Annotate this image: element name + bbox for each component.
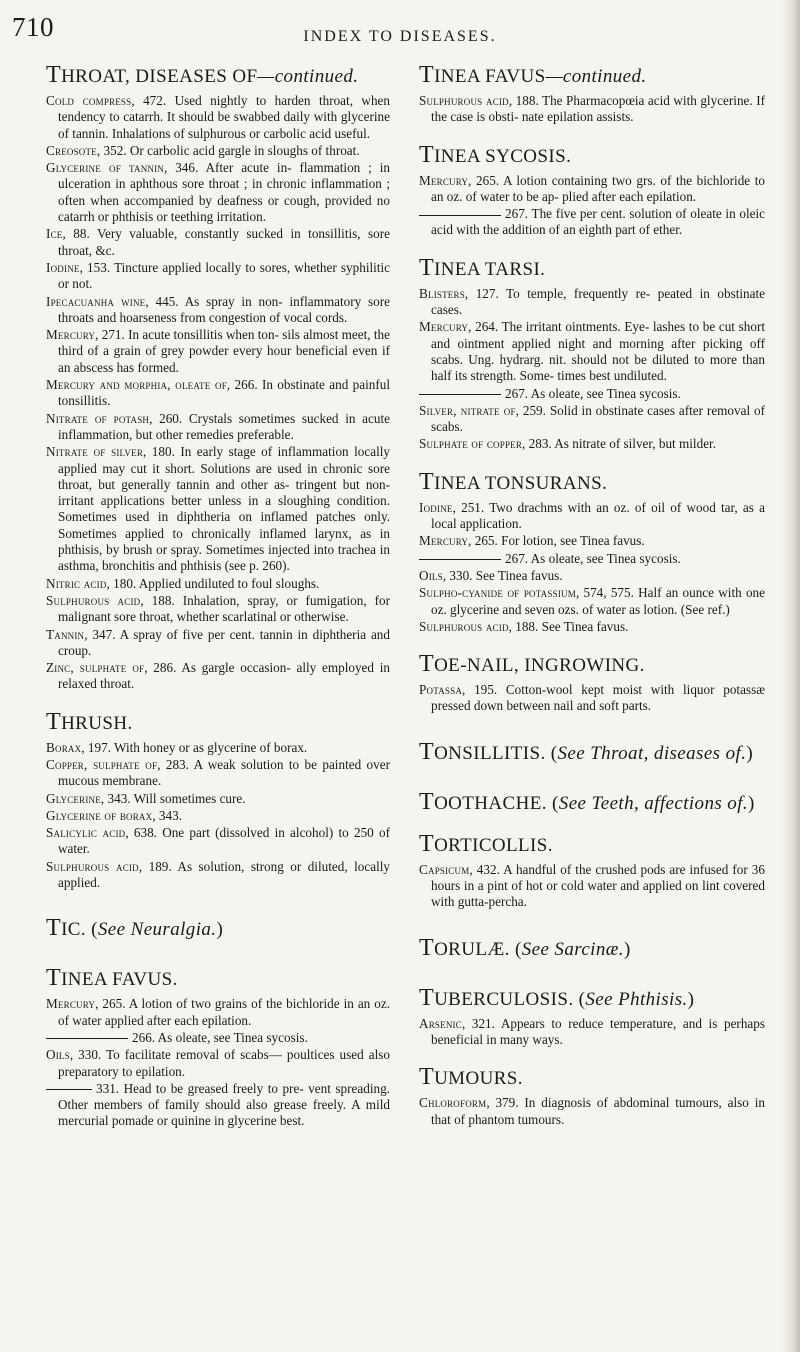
entry-text: 267. As oleate, see Tinea sycosis. xyxy=(505,550,681,566)
heading-continued: —continued. xyxy=(545,66,647,87)
remedy-name: Arsenic xyxy=(419,1015,462,1031)
page-edge-shadow xyxy=(782,0,800,1352)
section-heading xyxy=(419,468,765,495)
see-reference-text: See Throat, diseases of. xyxy=(557,742,747,764)
index-entry xyxy=(46,444,390,574)
heading-text: INEA FAVUS. xyxy=(61,969,178,991)
index-entry xyxy=(419,568,765,584)
remedy-name: Mercury xyxy=(419,319,469,335)
index-entry xyxy=(419,533,765,549)
index-entry xyxy=(46,740,390,756)
heading-text: OE-NAIL, INGROWING. xyxy=(434,655,645,677)
entry-text: , 321. Appears to reduce temperature, and is perhaps beneficial in many ways. xyxy=(431,1015,765,1047)
remedy-name: Nitric acid xyxy=(46,575,107,591)
remedy-name: Blisters xyxy=(419,285,465,301)
entry-text: , 347. A spray of five per cent. tannin in diphtheria and croup. xyxy=(58,626,390,658)
heading-initial: T xyxy=(419,141,435,168)
section-heading xyxy=(419,738,765,765)
index-entry xyxy=(419,286,765,319)
heading-text: INEA TARSI. xyxy=(434,258,546,280)
heading-text: ORULÆ. xyxy=(434,938,510,960)
entry-text: , 180. Applied undiluted to foul sloughs. xyxy=(106,575,320,591)
index-entry xyxy=(46,1081,390,1130)
entry-text: , 432. A handful of the crushed pods are infused for 36 hours in a pint of hot or cold water and applied on lint covered with gutta-percha. xyxy=(431,861,765,910)
section-heading xyxy=(419,934,765,961)
entry-text: , 330. To facilitate removal of scabs— poultices used also preparatory to epilation. xyxy=(58,1047,390,1079)
left-column xyxy=(46,64,390,1131)
entry-text: , 286. As gargle occasion- ally employed in relaxed throat. xyxy=(58,660,391,692)
entry-text: , 343. Will sometimes cure. xyxy=(100,790,246,806)
section-heading xyxy=(419,1066,765,1090)
section-heading xyxy=(46,967,390,991)
index-entry xyxy=(46,226,390,259)
index-entry xyxy=(46,93,390,142)
section-heading xyxy=(419,254,765,281)
ditto-dash xyxy=(419,559,501,560)
remedy-name: Sulphurous acid xyxy=(46,858,139,874)
remedy-name: Salicylic acid xyxy=(46,825,126,841)
entry-text: , 574, 575. Half an ounce with one oz. glycerine and seven ozs. of water as lotion. (See ref.) xyxy=(431,585,766,617)
index-entry xyxy=(419,386,765,402)
index-entry xyxy=(419,585,765,618)
section-heading xyxy=(419,830,765,857)
index-entry xyxy=(46,294,390,327)
heading-text: INEA TONSURANS. xyxy=(434,472,608,494)
heading-initial: T xyxy=(419,984,435,1011)
index-entry xyxy=(419,93,765,126)
entry-text: , 343. xyxy=(152,807,182,823)
entry-text: 267. As oleate, see Tinea sycosis. xyxy=(505,385,681,401)
heading-initial: T xyxy=(419,738,435,765)
heading-text: HROAT, DISEASES OF xyxy=(61,66,258,87)
running-head: INDEX TO DISEASES. xyxy=(303,28,497,45)
entry-text: , 638. One part (dissolved in alcohol) to 250 of water. xyxy=(58,825,390,857)
section-heading xyxy=(419,141,765,168)
heading-text: ONSILLITIS. xyxy=(434,742,546,764)
see-reference: (See Teeth, affections of.) xyxy=(546,792,755,814)
index-entry xyxy=(46,825,390,858)
index-entry xyxy=(419,862,765,911)
remedy-name: Glycerine of tannin xyxy=(46,160,165,176)
entry-text: , 283. As nitrate of silver, but milder. xyxy=(522,436,717,452)
index-entry xyxy=(419,319,765,384)
section-heading xyxy=(419,64,765,88)
remedy-name: Oils xyxy=(419,567,443,583)
index-entry xyxy=(46,327,390,376)
remedy-name: Sulpho-cyanide of potassium xyxy=(419,585,576,601)
heading-initial: T xyxy=(46,915,62,942)
heading-initial: T xyxy=(419,62,435,88)
entry-text: , 265. A lotion containing two grs. of the bichloride to an oz. of water to be ap- plied after each epilation. xyxy=(431,172,765,204)
remedy-name: Borax xyxy=(46,739,82,755)
remedy-name: Nitrate of silver xyxy=(46,444,144,460)
entry-text: 267. The five per cent. solution of oleate in oleic acid with the addition of an eighth part of ether. xyxy=(431,206,765,238)
section-heading xyxy=(419,653,765,677)
index-entry xyxy=(46,143,390,159)
heading-initial: T xyxy=(46,708,62,735)
index-entry xyxy=(46,808,390,824)
heading-continued: —continued. xyxy=(257,66,359,87)
right-column xyxy=(419,64,765,1129)
remedy-name: Tannin xyxy=(46,626,85,642)
remedy-name: Chloroform xyxy=(419,1095,487,1111)
remedy-name: Sulphurous acid xyxy=(419,93,509,108)
ditto-dash xyxy=(46,1038,128,1039)
ditto-dash xyxy=(46,1089,92,1090)
see-reference-text: See Sarcinæ. xyxy=(521,938,624,960)
entry-text: , 188. See Tinea favus. xyxy=(508,618,629,634)
index-entry xyxy=(46,859,390,892)
heading-initial: T xyxy=(419,934,435,961)
remedy-name: Mercury xyxy=(46,996,96,1012)
remedy-name: Iodine xyxy=(419,499,453,515)
see-reference: (See Sarcinæ.) xyxy=(509,938,631,960)
see-reference-text: See Teeth, affections of. xyxy=(558,792,749,814)
index-entry xyxy=(46,627,390,660)
index-entry xyxy=(46,757,390,790)
see-reference-text: See Phthisis. xyxy=(585,988,688,1010)
section-heading xyxy=(46,708,390,735)
remedy-name: Sulphate of copper xyxy=(419,436,523,452)
remedy-name: Ipecacuanha wine xyxy=(46,293,146,309)
heading-initial: T xyxy=(46,62,62,88)
section-heading xyxy=(419,788,765,815)
see-reference: (See Phthisis.) xyxy=(573,988,695,1010)
index-entry xyxy=(46,160,390,225)
entry-text: , 188. Inhalation, spray, or fumigation, for malignant sore throat, whether scarlatinal or otherwise. xyxy=(58,592,390,625)
entry-text: , 88. Very valuable, constantly sucked in tonsillitis, sore throat, &c. xyxy=(58,226,390,258)
remedy-name: Mercury xyxy=(46,327,96,343)
remedy-name: Zinc, sulphate of xyxy=(46,660,145,676)
index-entry xyxy=(419,500,765,533)
entry-text: , 445. As spray in non- inflammatory sore throats and hoarseness from congestion of vocal cords. xyxy=(58,293,391,325)
remedy-name: Mercury xyxy=(419,172,469,188)
see-reference: (See Throat, diseases of.) xyxy=(545,742,754,764)
heading-text: UBERCULOSIS. xyxy=(434,988,574,1010)
entry-text: , 472. Used nightly to harden throat, when tendency to catarrh. It should be swabbed daily with glycerine of tannin. Inhalations of sulphurous or carbolic acid useful. xyxy=(58,93,390,141)
entry-text: , 195. Cotton-wool kept moist with liquor potassæ pressed down between nail and soft parts. xyxy=(431,682,765,714)
heading-text: UMOURS. xyxy=(434,1068,523,1090)
heading-text: HRUSH. xyxy=(61,712,133,734)
index-entry xyxy=(46,1030,390,1046)
remedy-name: Mercury and morphia, oleate of xyxy=(46,377,227,393)
entry-text: , 188. The Pharmacopœia acid with glycerine. If the case is obsti- nate epilation assists. xyxy=(431,93,765,125)
entry-text: , 379. In diagnosis of abdominal tumours, also in that of phantom tumours. xyxy=(431,1095,765,1127)
index-entry xyxy=(419,173,765,206)
remedy-name: Capsicum xyxy=(419,861,470,877)
section-heading xyxy=(46,64,390,88)
index-entry xyxy=(419,682,765,715)
entry-text: , 265. A lotion of two grains of the bichloride in an oz. of water applied after each epilation. xyxy=(58,996,390,1028)
remedy-name: Creosote xyxy=(46,142,97,158)
entry-text: 266. As oleate, see Tinea sycosis. xyxy=(132,1029,308,1045)
remedy-name: Mercury xyxy=(419,533,469,549)
index-entry xyxy=(46,1047,390,1080)
heading-text: INEA SYCOSIS. xyxy=(434,145,572,167)
index-entry xyxy=(419,403,765,436)
index-entry xyxy=(46,996,390,1029)
section-heading xyxy=(46,917,390,941)
entry-text: , 265. For lotion, see Tinea favus. xyxy=(468,533,645,549)
entry-text: 331. Head to be greased freely to pre- vent spreading. Other members of family should also grease freely. A mild mercurial pomade or quinine in glycerine best. xyxy=(58,1080,390,1129)
remedy-name: Potassa xyxy=(419,682,463,698)
remedy-name: Sulphurous acid xyxy=(46,592,141,608)
entry-text: , 189. As solution, strong or diluted, locally applied. xyxy=(58,858,390,891)
entry-text: , 266. In obstinate and painful tonsillitis. xyxy=(58,377,390,409)
index-entry xyxy=(419,1095,765,1128)
remedy-name: Glycerine xyxy=(46,790,101,806)
ditto-dash xyxy=(419,394,501,395)
remedy-name: Oils xyxy=(46,1047,70,1063)
heading-initial: T xyxy=(419,1064,435,1091)
heading-text: INEA FAVUS xyxy=(434,66,546,87)
ditto-dash xyxy=(419,215,501,216)
remedy-name: Cold compress xyxy=(46,93,132,108)
remedy-name: Iodine xyxy=(46,259,80,275)
remedy-name: Nitrate of potash xyxy=(46,410,150,426)
entry-text: , 271. In acute tonsillitis when ton- sils almost meet, the third of a grain of grey powder every hour beneficial even if an abscess has formed. xyxy=(58,327,390,375)
index-entry xyxy=(419,436,765,452)
index-entry xyxy=(46,576,390,592)
index-entry xyxy=(46,593,390,626)
index-entry xyxy=(46,260,390,293)
index-entry xyxy=(419,206,765,239)
entry-text: , 259. Solid in obstinate cases after removal of scabs. xyxy=(431,402,765,435)
remedy-name: Sulphurous acid xyxy=(419,618,509,634)
remedy-name: Glycerine of borax xyxy=(46,807,153,823)
entry-text: , 283. A weak solution to be painted over mucous membrane. xyxy=(58,756,390,789)
entry-text: , 330. See Tinea favus. xyxy=(442,567,563,583)
remedy-name: Copper, sulphate of xyxy=(46,756,158,772)
heading-initial: T xyxy=(419,830,435,857)
index-entry xyxy=(419,551,765,567)
index-entry xyxy=(46,411,390,444)
remedy-name: Ice xyxy=(46,226,63,242)
see-reference: (See Neuralgia.) xyxy=(86,919,224,941)
heading-initial: T xyxy=(419,651,435,678)
heading-initial: T xyxy=(46,965,62,992)
entry-text: , 251. Two drachms with an oz. of oil of wood tar, as a local application. xyxy=(431,499,765,532)
entry-text: , 264. The irritant ointments. Eye- lashes to be cut short and ointment applied night and morning after picking off scabs. Ung. hydrarg. nit. should not be diluted to more than half its strength. Some- times best undiluted. xyxy=(431,319,765,384)
heading-text: OOTHACHE. xyxy=(434,792,547,814)
entry-text: , 153. Tincture applied locally to sores, whether syphilitic or not. xyxy=(58,259,390,292)
heading-text: ORTICOLLIS. xyxy=(434,834,553,856)
entry-text: , 260. Crystals sometimes sucked in acute inflammation, but other remedies preferable. xyxy=(58,410,390,442)
index-entry xyxy=(46,791,390,807)
index-entry xyxy=(419,1016,765,1049)
heading-text: IC. xyxy=(61,919,87,941)
entry-text: , 352. Or carbolic acid gargle in sloughs of throat. xyxy=(96,142,360,158)
entry-text: , 127. To temple, frequently re- peated in obstinate cases. xyxy=(431,285,765,318)
entry-text: , 180. In early stage of inflammation locally applied may cut it short. Solutions are used in chronic sore throat, but generally tannin and other as- tringent but non-irritant applications better unless in a sloughing condition. Sometimes used in diphtheria on inflamed patches only. Sometimes applied to chronically inflamed larynx, as in phthisis, by brush or spray. Sometimes injected into trachea in asthma, bronchitis and phthisis (see p. 260). xyxy=(58,444,390,574)
remedy-name: Silver, nitrate of xyxy=(419,402,516,418)
entry-text: , 346. After acute in- flammation ; in ulceration in aphthous sore throat ; in chronic inflammation ; often when accompanied by deafness or cough, provided no catarrh or phthisis or teething irritation. xyxy=(58,160,390,225)
heading-initial: T xyxy=(419,254,435,281)
see-reference-text: See Neuralgia. xyxy=(97,919,217,941)
heading-initial: T xyxy=(419,788,435,815)
section-heading xyxy=(419,984,765,1011)
entry-text: , 197. With honey or as glycerine of borax. xyxy=(81,739,308,755)
index-entry xyxy=(419,619,765,635)
index-entry xyxy=(46,377,390,410)
heading-initial: T xyxy=(419,468,435,495)
page-number: 710 xyxy=(12,12,54,42)
index-entry xyxy=(46,660,390,693)
